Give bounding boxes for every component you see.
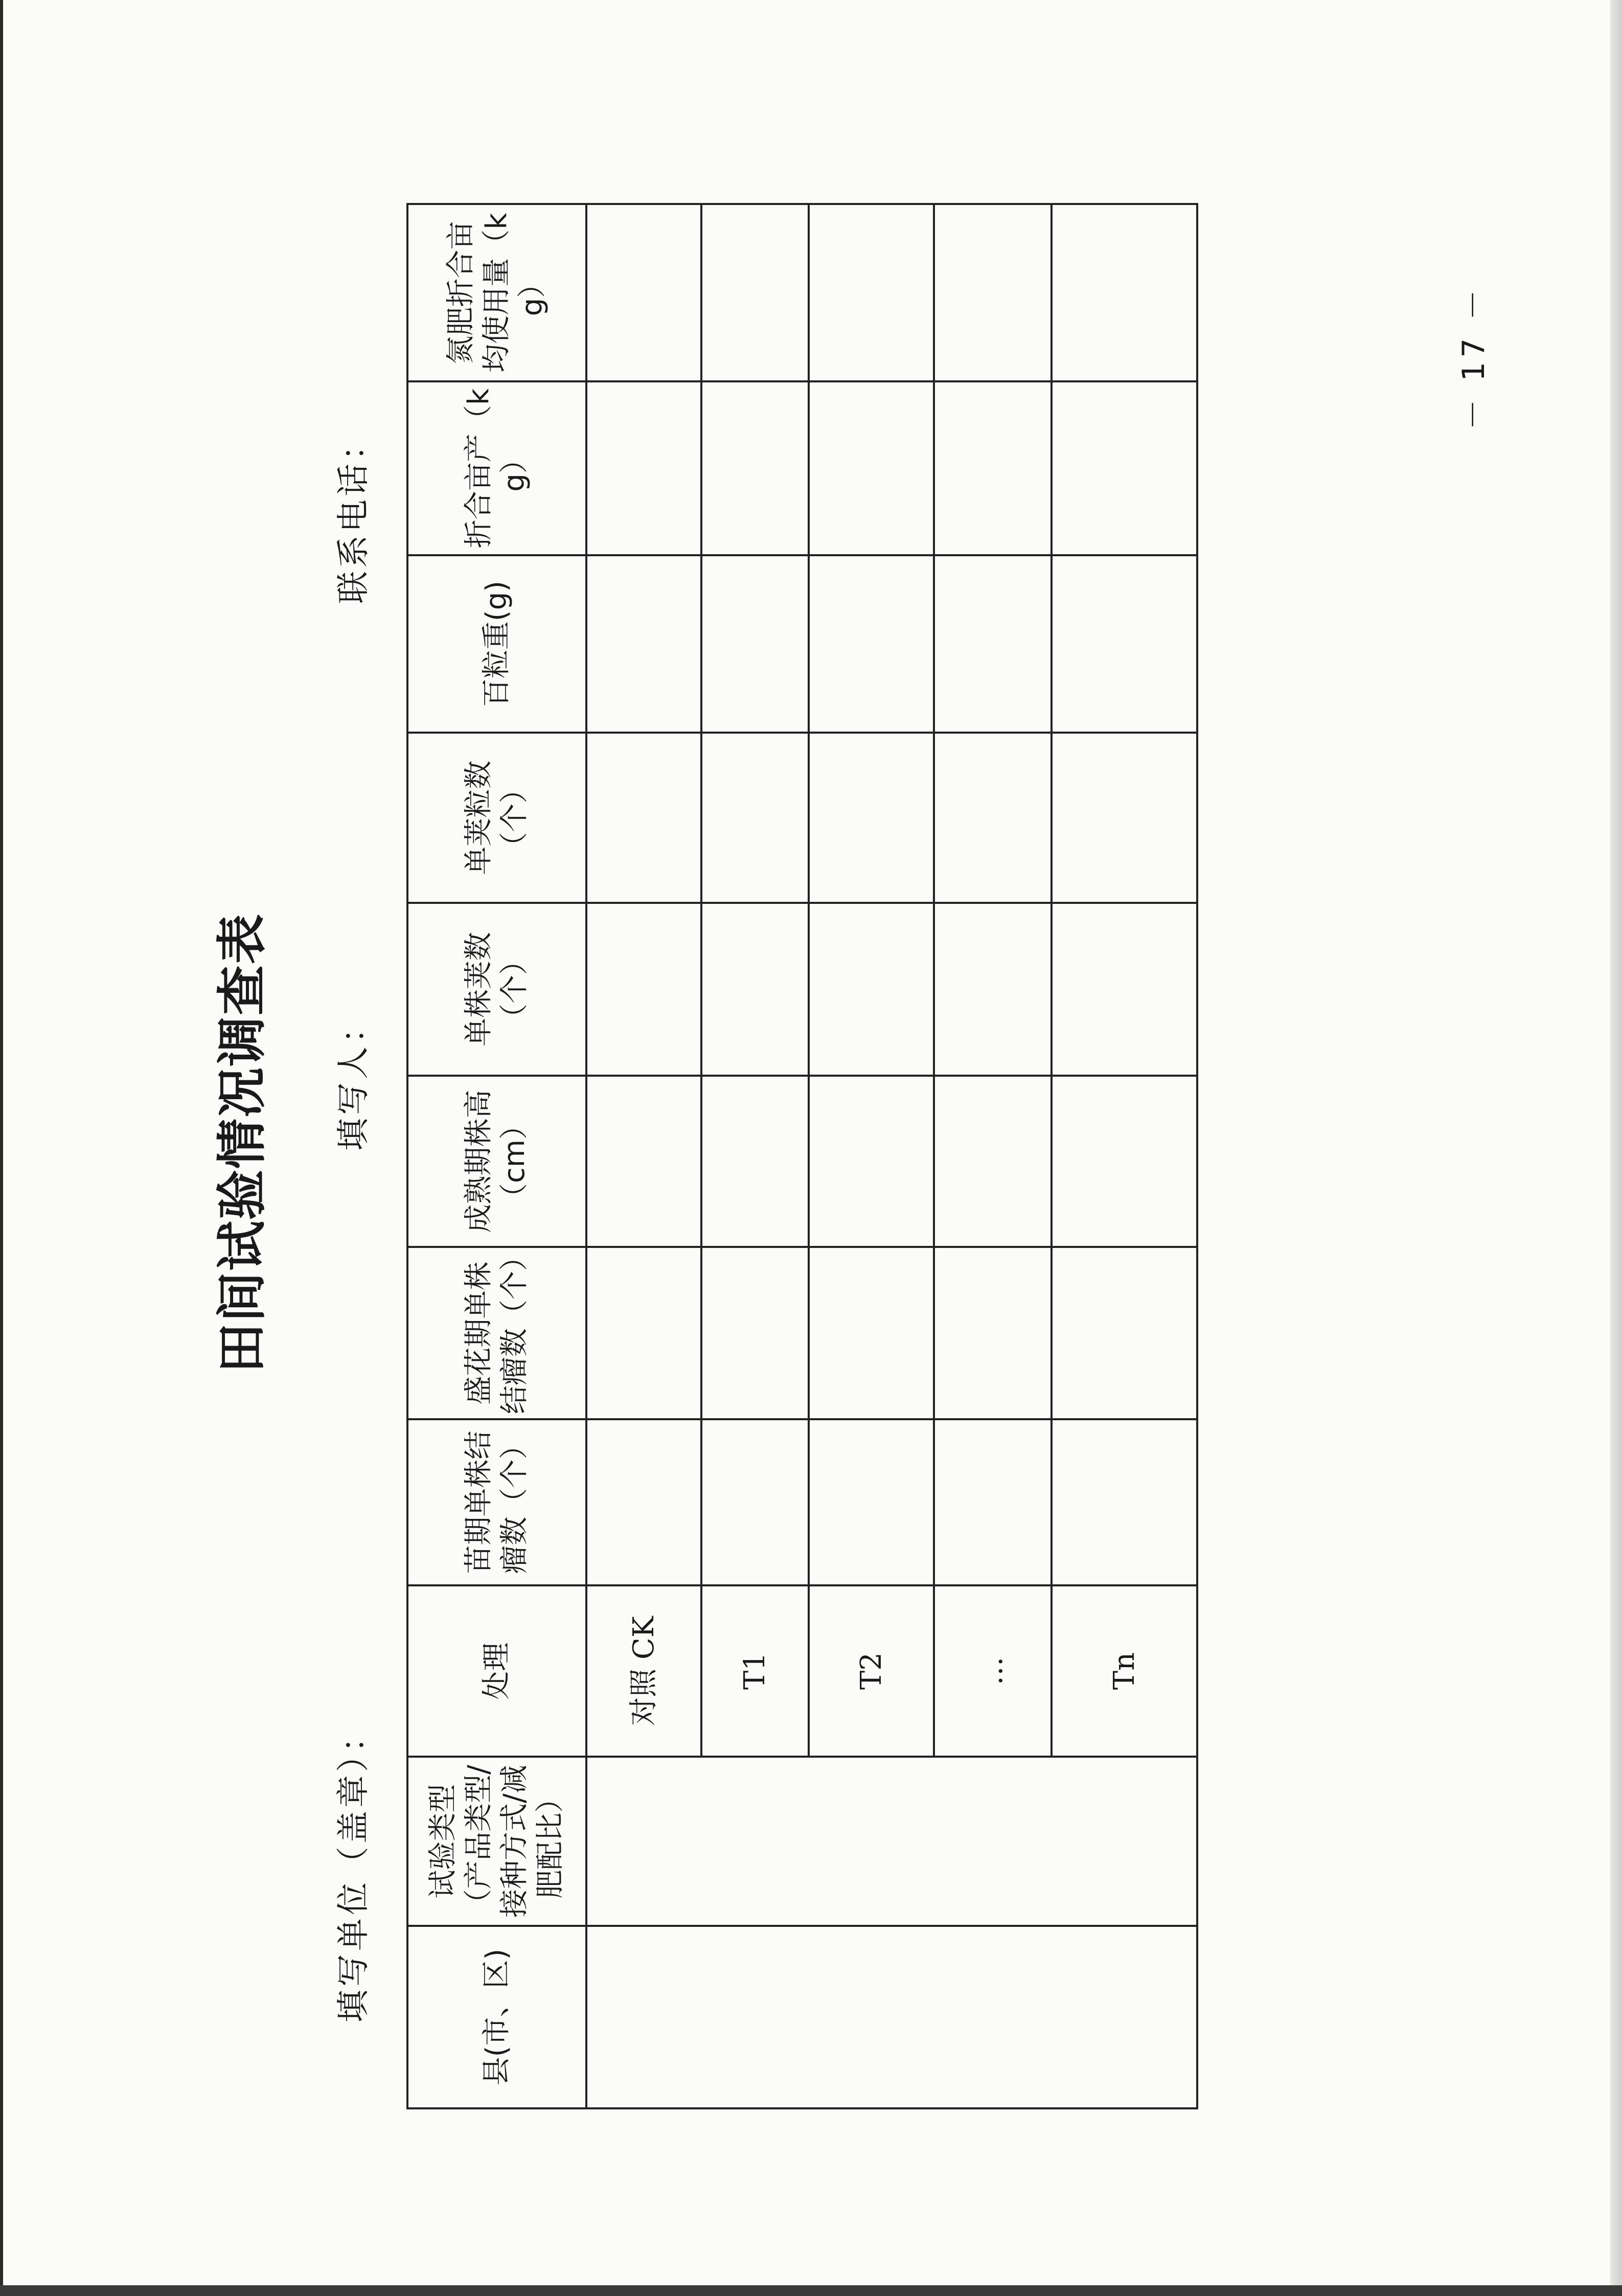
data-cell[interactable] <box>934 1247 1052 1419</box>
header-hundred-seed-weight: 百粒重(g) <box>407 555 586 733</box>
data-cell[interactable] <box>586 381 701 555</box>
data-cell[interactable] <box>586 1419 701 1585</box>
data-cell[interactable] <box>809 1076 934 1247</box>
data-cell[interactable] <box>1052 903 1197 1076</box>
data-cell[interactable] <box>701 381 809 555</box>
survey-table <box>406 203 1198 2109</box>
data-cell[interactable] <box>701 204 809 381</box>
header-trial-type: 试验类型（产品类型/接种方式/减肥配比） <box>407 1757 586 1926</box>
page-number: － 17 － <box>1456 285 1492 430</box>
data-cell[interactable] <box>809 1247 934 1419</box>
data-cell[interactable] <box>809 204 934 381</box>
trial-type-cell[interactable] <box>586 1757 1197 1926</box>
data-cell[interactable] <box>1052 555 1197 733</box>
table-header-row <box>407 204 586 2108</box>
data-cell[interactable] <box>701 903 809 1076</box>
treatment-cell: T1 <box>701 1585 809 1757</box>
data-cell[interactable] <box>586 555 701 733</box>
data-cell[interactable] <box>586 204 701 381</box>
data-cell[interactable] <box>701 1247 809 1419</box>
data-cell[interactable] <box>701 733 809 903</box>
data-cell[interactable] <box>809 903 934 1076</box>
treatment-cell: Tn <box>1052 1585 1197 1757</box>
data-cell[interactable] <box>586 903 701 1076</box>
header-county: 县(市、区) <box>407 1926 586 2108</box>
phone-field-label: 联系电话： <box>335 425 373 604</box>
data-cell[interactable] <box>1052 733 1197 903</box>
header-flowering-nodules: 盛花期单株结瘤数（个） <box>407 1247 586 1419</box>
data-cell[interactable] <box>586 1076 701 1247</box>
header-seedling-nodules: 苗期单株结瘤数（个） <box>407 1419 586 1585</box>
data-cell[interactable] <box>934 204 1052 381</box>
header-plant-height: 成熟期株高（cm） <box>407 1076 586 1247</box>
data-cell[interactable] <box>701 1076 809 1247</box>
data-cell[interactable] <box>586 733 701 903</box>
data-cell[interactable] <box>1052 381 1197 555</box>
filler-field-label: 填写人： <box>335 1008 373 1151</box>
data-cell[interactable] <box>934 381 1052 555</box>
treatment-cell: … <box>934 1585 1052 1757</box>
data-cell[interactable] <box>1052 1076 1197 1247</box>
data-cell[interactable] <box>1052 1247 1197 1419</box>
table-row <box>586 204 701 2108</box>
data-cell[interactable] <box>701 1419 809 1585</box>
treatment-cell: 对照 CK <box>586 1585 701 1757</box>
unit-field-label: 填写单位（盖章）： <box>335 1717 373 2022</box>
data-cell[interactable] <box>809 381 934 555</box>
header-pods-per-plant: 单株荚数（个） <box>407 903 586 1076</box>
data-cell[interactable] <box>934 733 1052 903</box>
data-cell[interactable] <box>586 1247 701 1419</box>
header-treatment: 处理 <box>407 1585 586 1757</box>
data-cell[interactable] <box>701 555 809 733</box>
data-cell[interactable] <box>934 1076 1052 1247</box>
data-cell[interactable] <box>1052 1419 1197 1585</box>
data-cell[interactable] <box>809 1419 934 1585</box>
header-seeds-per-pod: 单荚粒数（个） <box>407 733 586 903</box>
treatment-cell: T2 <box>809 1585 934 1757</box>
data-cell[interactable] <box>934 1419 1052 1585</box>
data-cell[interactable] <box>934 903 1052 1076</box>
header-nitrogen-use: 氮肥折合亩均使用量（kg） <box>407 204 586 381</box>
county-cell[interactable] <box>586 1926 1197 2108</box>
data-cell[interactable] <box>809 555 934 733</box>
data-cell[interactable] <box>1052 204 1197 381</box>
header-yield-per-mu: 折合亩产（kg） <box>407 381 586 555</box>
data-cell[interactable] <box>934 555 1052 733</box>
document-title: 田间试验情况调查表 <box>213 913 271 1374</box>
data-cell[interactable] <box>809 733 934 903</box>
